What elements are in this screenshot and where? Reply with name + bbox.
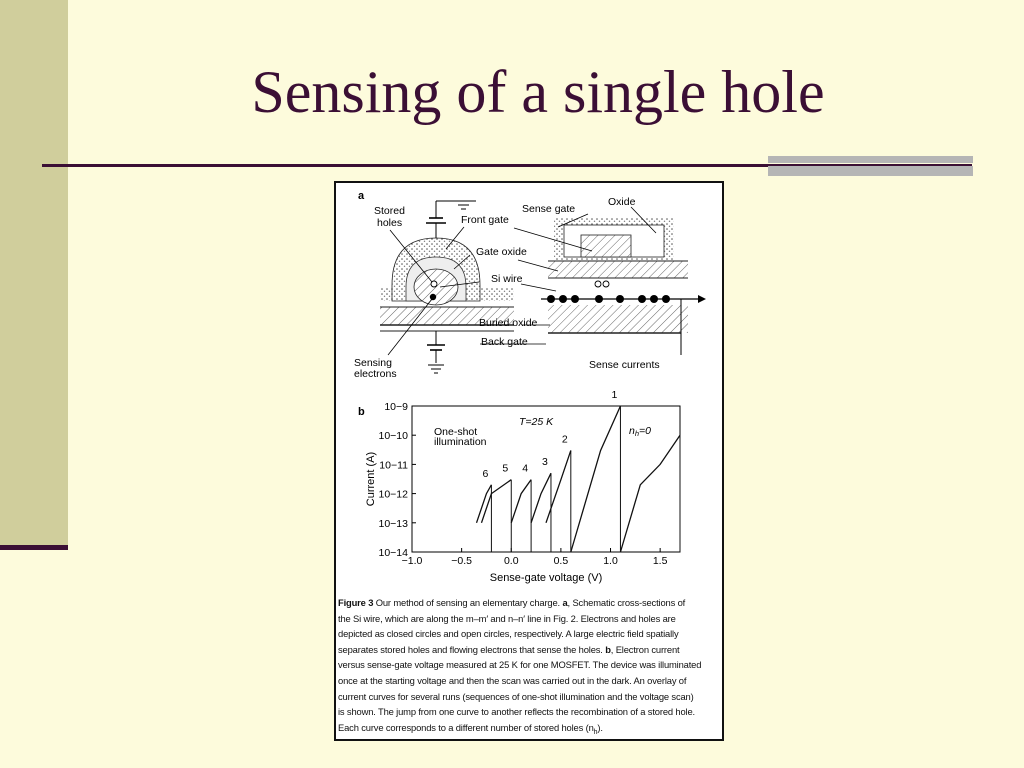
- y-axis-label: Current (A): [365, 451, 377, 507]
- nh-label: nh=0: [629, 425, 651, 438]
- slide-title: Sensing of a single hole: [251, 59, 825, 125]
- label-oxide: Oxide: [608, 196, 636, 208]
- label-gate-oxide: Gate oxide: [476, 246, 527, 258]
- x-tick-label: −1.0: [401, 555, 423, 567]
- y-tick-label: 10−12: [378, 488, 408, 501]
- label-front-gate: Front gate: [461, 214, 509, 226]
- series-label-4: 4: [522, 462, 529, 475]
- x-tick-label: 0.0: [503, 555, 519, 567]
- y-tick-label: 10−13: [378, 517, 408, 530]
- label-stored: Stored: [374, 205, 405, 217]
- series-line-4: [511, 480, 531, 523]
- x-tick-label: 1.5: [652, 555, 668, 567]
- label-holes: holes: [377, 217, 403, 229]
- panel-b-label: b: [358, 406, 365, 418]
- label-buried-oxide: Buried oxide: [479, 317, 538, 329]
- label-back-gate: Back gate: [481, 336, 528, 348]
- label-sensing: Sensing: [354, 357, 392, 369]
- series-label-3: 3: [542, 456, 548, 469]
- caption-line: Each curve corresponds to a different number of stored holes $(n_h)$.: [338, 721, 603, 736]
- figure-image: [334, 181, 724, 741]
- caption-line: once at the starting voltage and then the scan was carried out in the dark. An overlay of: [338, 674, 687, 686]
- caption-line: current curves for several runs (sequences of one-shot illumination and the voltage scan): [338, 690, 694, 702]
- y-tick-label: 10−14: [378, 547, 408, 559]
- y-tick-label: 10−9: [384, 401, 408, 413]
- label-si-wire: Si wire: [491, 273, 523, 285]
- series-label-1: 1: [611, 389, 618, 401]
- series-line-0: [620, 435, 680, 552]
- illumination-label-1: One-shot: [434, 426, 478, 438]
- caption-line: Figure 3 Our method of sensing an elementary charge. a, Schematic cross-sections of: [338, 597, 686, 608]
- panel-a-label: a: [358, 190, 365, 202]
- series-line-5: [481, 480, 511, 523]
- y-tick-label: 10−11: [379, 459, 408, 472]
- x-tick-label: −0.5: [451, 555, 472, 567]
- corner-bar-bottom: [768, 166, 973, 176]
- temperature-label: T=25 K: [519, 416, 554, 428]
- label-sense-currents: Sense currents: [589, 359, 660, 371]
- cross-section-right: [541, 217, 706, 355]
- corner-bars: [768, 156, 973, 180]
- caption-line: depicted as closed circles and open circles, respectively. A large electric field spatially: [338, 628, 679, 640]
- series-line-2: [546, 450, 571, 522]
- figure-caption: [338, 595, 722, 740]
- caption-line: separates stored holes and flowing electrons that sense the holes. b, Electron current: [338, 643, 680, 655]
- caption-line: the Si wire, which are along the m–m′ and n–n′ line in Fig. 2. Electrons and holes are: [338, 612, 676, 624]
- figure-graphics: [336, 183, 722, 595]
- x-tick-label: 0.5: [553, 555, 569, 567]
- series-line-1: [571, 406, 621, 552]
- label-sense-gate: Sense gate: [522, 203, 576, 215]
- x-axis-label: Sense-gate voltage (V): [489, 572, 603, 584]
- series-label-6: 6: [482, 467, 489, 480]
- corner-bar-top: [768, 156, 973, 163]
- series-label-5: 5: [502, 462, 509, 475]
- sidebar-rule: [0, 545, 68, 550]
- illumination-label-2: illumination: [434, 436, 487, 448]
- label-electrons: electrons: [354, 368, 397, 380]
- series-label-2: 2: [561, 433, 568, 446]
- caption-line: is shown. The jump from one curve to another reflects the recombination of a stored hole.: [338, 706, 695, 718]
- caption-line: versus sense-gate voltage measured at 25 K for one MOSFET. The device was illuminated: [338, 659, 702, 671]
- x-tick-label: 1.0: [603, 555, 618, 567]
- y-tick-label: 10−10: [378, 430, 408, 443]
